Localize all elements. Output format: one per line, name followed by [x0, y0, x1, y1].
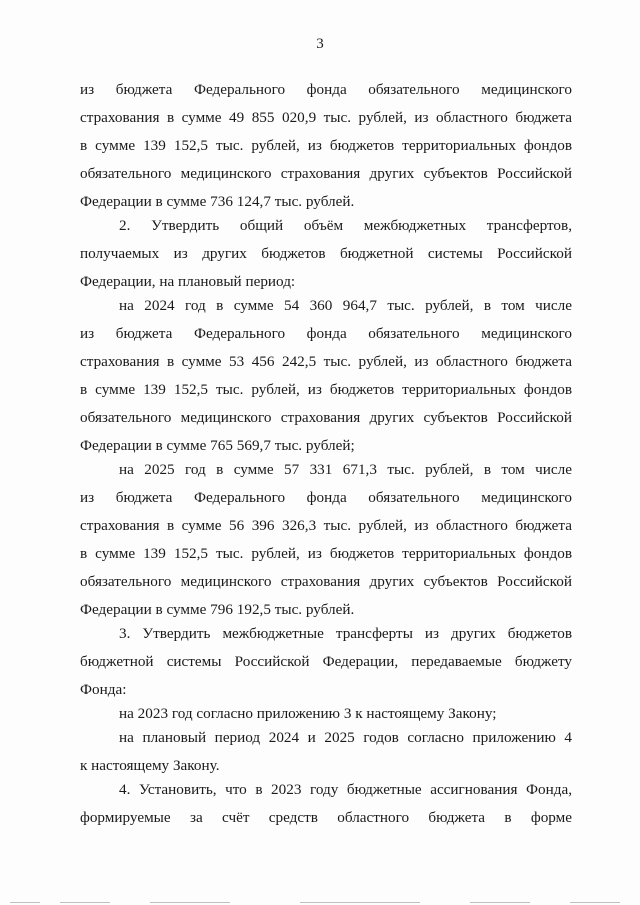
text-line: на плановый период 2024 и 2025 годов согласно приложению 4 — [119, 729, 572, 746]
text-line: обязательного медицинского страхования других субъектов Российской — [80, 573, 572, 590]
text-line: из бюджета Федерального фонда обязательного медицинского — [80, 325, 572, 342]
text-line: 2. Утвердить общий объём межбюджетных трансфертов, — [119, 217, 572, 234]
page-number: 3 — [316, 36, 324, 52]
scan-edge-mark — [570, 902, 620, 903]
text-line: Федерации, на плановый период: — [80, 273, 296, 290]
scan-edge-mark — [150, 902, 230, 903]
text-line: в сумме 139 152,5 тыс. рублей, из бюджетов территориальных фондов — [80, 545, 572, 562]
text-line: Федерации в сумме 765 569,7 тыс. рублей; — [80, 437, 355, 454]
text-line: 4. Установить, что в 2023 году бюджетные ассигнования Фонда, — [119, 781, 572, 798]
text-line: к настоящему Закону. — [80, 757, 220, 774]
text-line: бюджетной системы Российской Федерации, передаваемые бюджету — [80, 653, 572, 670]
text-line: в сумме 139 152,5 тыс. рублей, из бюджетов территориальных фондов — [80, 381, 572, 398]
text-line: из бюджета Федерального фонда обязательного медицинского — [80, 489, 572, 506]
text-line: обязательного медицинского страхования других субъектов Российской — [80, 409, 572, 426]
scan-edge-mark — [470, 902, 530, 903]
text-line: в сумме 139 152,5 тыс. рублей, из бюджетов территориальных фондов — [80, 137, 572, 154]
text-line: страхования в сумме 53 456 242,5 тыс. рублей, из областного бюджета — [80, 353, 572, 370]
scan-edge-mark — [300, 902, 420, 903]
text-line: из бюджета Федерального фонда обязательного медицинского — [80, 81, 572, 98]
text-line: на 2024 год в сумме 54 360 964,7 тыс. рублей, в том числе — [119, 297, 572, 314]
scan-edge-mark — [10, 902, 40, 903]
text-line: страхования в сумме 49 855 020,9 тыс. рублей, из областного бюджета — [80, 109, 572, 126]
text-line: 3. Утвердить межбюджетные трансферты из других бюджетов — [119, 625, 572, 642]
text-line: страхования в сумме 56 396 326,3 тыс. рублей, из областного бюджета — [80, 517, 572, 534]
scan-edge-mark — [60, 902, 110, 903]
text-line: обязательного медицинского страхования других субъектов Российской — [80, 165, 572, 182]
text-line: на 2023 год согласно приложению 3 к настоящему Закону; — [119, 705, 497, 722]
text-line: Федерации в сумме 796 192,5 тыс. рублей. — [80, 601, 355, 618]
text-line: формируемые за счёт средств областного бюджета в форме — [80, 809, 572, 826]
text-line: Федерации в сумме 736 124,7 тыс. рублей. — [80, 193, 355, 210]
text-line: получаемых из других бюджетов бюджетной системы Российской — [80, 245, 572, 262]
text-line: на 2025 год в сумме 57 331 671,3 тыс. рублей, в том числе — [119, 461, 572, 478]
text-line: Фонда: — [80, 681, 127, 698]
